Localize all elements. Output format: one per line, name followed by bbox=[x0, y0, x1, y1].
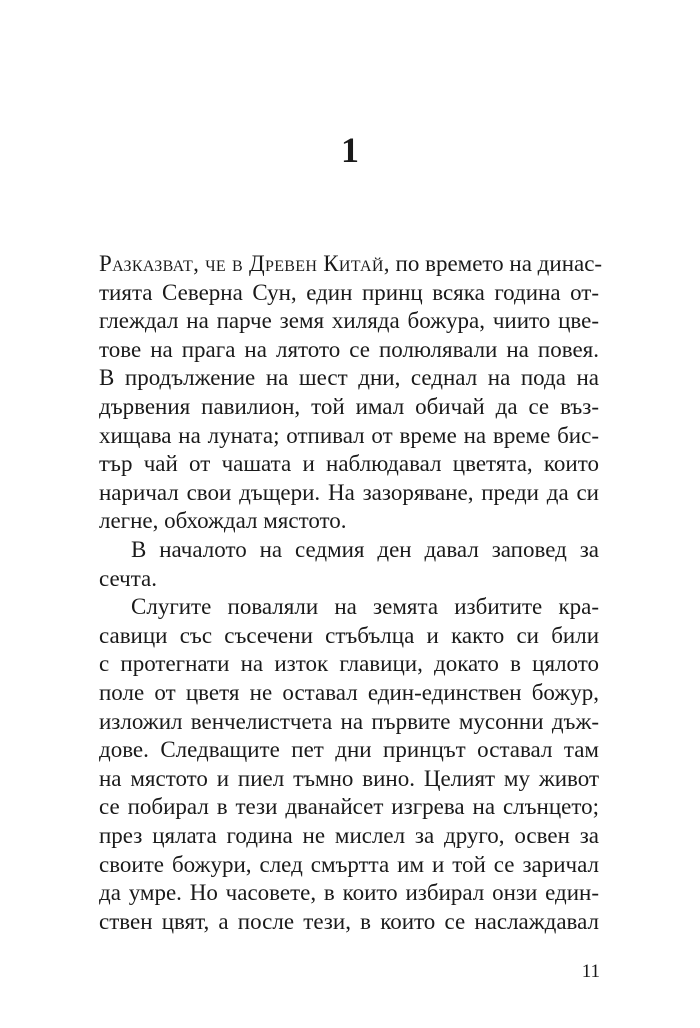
text-line bbox=[99, 250, 603, 278]
page-number: 11 bbox=[581, 961, 600, 982]
text-line: легне, обхождал мястото. bbox=[99, 508, 347, 533]
text-line: да умре. Но часовете, в които избирал онзи един- bbox=[99, 880, 599, 905]
text-line: се побирал в тези дванайсет изгрева на слънцето; bbox=[99, 794, 599, 819]
text-line: поле от цветя не оставал един-единствен божур, bbox=[99, 680, 599, 705]
text-line: с протегнати на изток главици, докато в цялото bbox=[99, 651, 599, 676]
text-line: сечта. bbox=[99, 566, 157, 591]
line-text: по времето на динас- bbox=[389, 251, 603, 276]
text-line: през цялата година не мислел за друго, освен за bbox=[99, 823, 599, 848]
text-line: дървения павилион, той имал обичай да се въз- bbox=[99, 394, 599, 419]
text-line: своите божури, след смъртта им и той се заричал bbox=[99, 852, 599, 877]
text-line: Слугите поваляли на земята избитите кра- bbox=[131, 594, 599, 619]
opening-small-caps: Разказват, че в Древен Китай, bbox=[99, 251, 390, 276]
text-line: ствен цвят, а после тези, в които се наслаждавал bbox=[99, 909, 599, 934]
text-line: тове на прага на лятото се полюлявали на повея. bbox=[99, 337, 599, 362]
text-line: на мястото и пиел тъмно вино. Целият му живот bbox=[99, 766, 599, 791]
text-line: тията Северна Сун, един принц всяка година от- bbox=[99, 280, 599, 305]
text-line: В продължение на шест дни, седнал на пода на bbox=[99, 365, 599, 390]
chapter-number: 1 bbox=[341, 130, 359, 170]
text-line: В началото на седмия ден давал заповед за bbox=[131, 537, 599, 562]
text-line: хищава на луната; отпивал от време на време бис- bbox=[99, 423, 599, 448]
text-line: наричал свои дъщери. На зазоряване, преди да си bbox=[99, 480, 599, 505]
text-line: тър чай от чашата и наблюдавал цветята, които bbox=[99, 451, 599, 476]
text-line: изложил венчелистчета на първите мусонни дъж- bbox=[99, 709, 599, 734]
text-line: савици със съсечени стъбълца и както си били bbox=[99, 623, 599, 648]
text-line: дове. Следващите пет дни принцът оставал там bbox=[99, 737, 599, 762]
text-line: глеждал на парче земя хиляда божура, чиито цве- bbox=[99, 308, 599, 333]
